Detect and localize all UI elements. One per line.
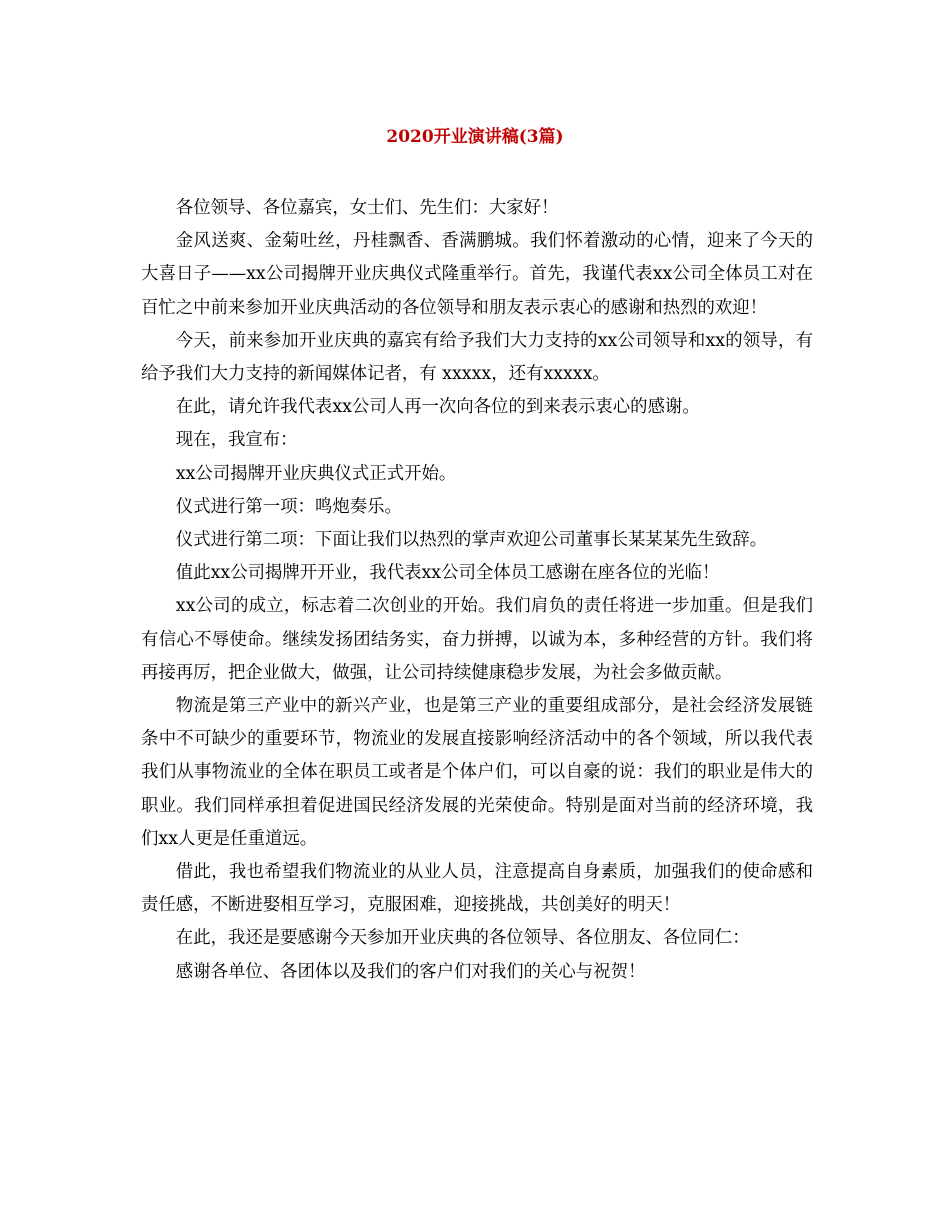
- paragraph: 今天，前来参加开业庆典的嘉宾有给予我们大力支持的xx公司领导和xx的领导，有给予我们大力支持的新闻媒体记者，有 xxxxx，还有xxxxx。: [141, 330, 813, 385]
- document-title: 2020开业演讲稿(3篇): [386, 127, 564, 147]
- paragraph: 金风送爽、金菊吐丝，丹桂飘香、香满鹏城。我们怀着激动的心情，迎来了今天的大喜日子——xx公司揭牌开业庆典仪式隆重举行。首先，我谨代表xx公司全体员工对在百忙之中前来参加开业庆典活动的各位领导和朋友表示衷心的感谢和热烈的欢迎！: [141, 231, 813, 318]
- paragraph: 感谢各单位、各团体以及我们的客户们对我们的关心与祝贺！: [175, 961, 646, 982]
- paragraph: 在此，请允许我代表xx公司人再一次向各位的到来表示衷心的感谢。: [175, 397, 700, 418]
- paragraph: 在此，我还是要感谢今天参加开业庆典的各位领导、各位朋友、各位同仁：: [175, 928, 750, 949]
- paragraph: 各位领导、各位嘉宾，女士们、先生们：大家好！: [175, 198, 559, 218]
- paragraph: 仪式进行第一项：鸣炮奏乐。: [175, 496, 402, 517]
- paragraph: 物流是第三产业中的新兴产业，也是第三产业的重要组成部分，是社会经济发展链条中不可缺少的重要环节，物流业的发展直接影响经济活动中的各个领域，所以我代表我们从事物流业的全体在职员工或者是个体户们，可以自豪的说：我们的职业是伟大的职业。我们同样承担着促进国民经济发展的光荣使命。特别是面对当前的经济环境，我们xx人更是任重道远。: [141, 696, 813, 849]
- paragraph: xx公司揭牌开业庆典仪式正式开始。: [175, 463, 457, 484]
- document-body: [141, 192, 813, 989]
- paragraph: 仪式进行第二项：下面让我们以热烈的掌声欢迎公司董事长某某某先生致辞。: [175, 530, 768, 551]
- paragraph: 现在，我宣布：: [175, 430, 298, 451]
- paragraph: 值此xx公司揭牌开开业，我代表xx公司全体员工感谢在座各位的光临！: [175, 563, 720, 584]
- paragraph: xx公司的成立，标志着二次创业的开始。我们肩负的责任将进一步加重。但是我们有信心不辱使命。继续发扬团结务实，奋力拼搏，以诚为本，多种经营的方针。我们将再接再厉，把企业做大，做强，让公司持续健康稳步发展，为社会多做贡献。: [141, 596, 813, 683]
- paragraph: 借此，我也希望我们物流业的从业人员，注意提高自身素质，加强我们的使命感和责任感，不断进娶相互学习，克服困难，迎接挑战，共创美好的明天！: [141, 862, 813, 916]
